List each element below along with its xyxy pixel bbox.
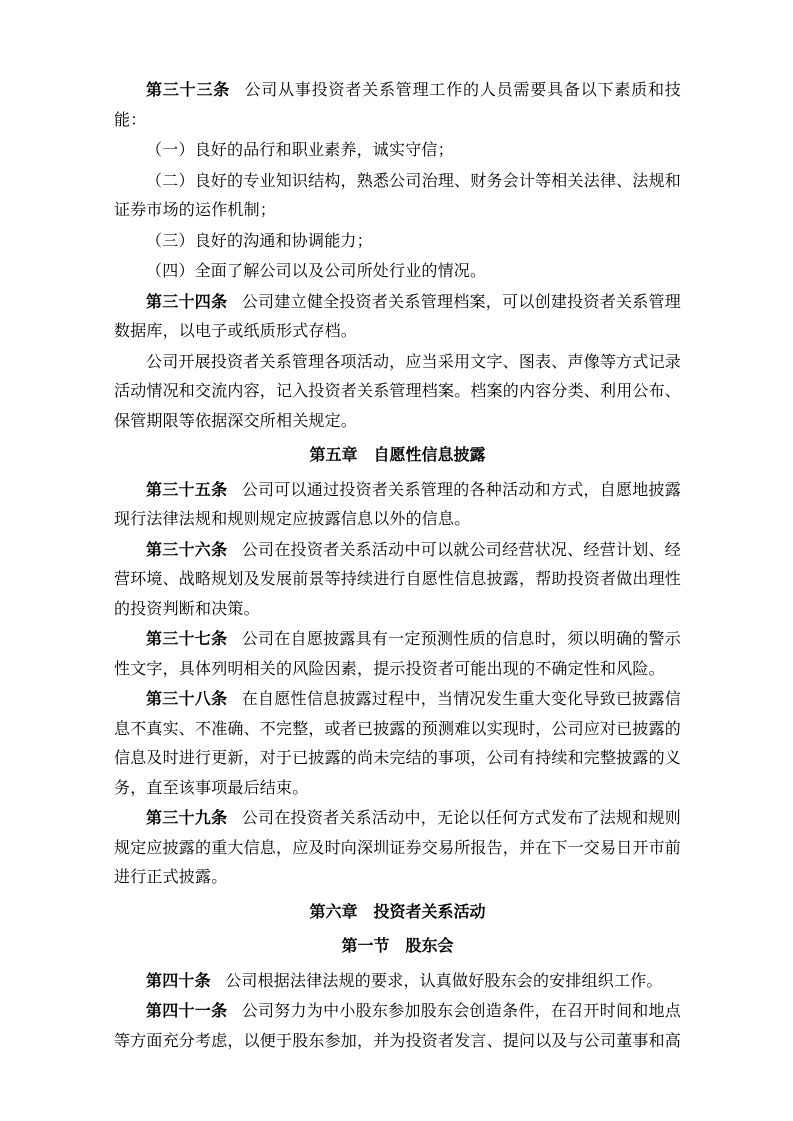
- section-heading: 第一节 股东会: [341, 938, 454, 955]
- chapter-heading: 第六章 投资者关系活动: [309, 903, 486, 921]
- paragraph: [114, 536, 681, 625]
- chapter-heading: 第五章 自愿性信息披露: [309, 447, 486, 464]
- paragraph: [114, 227, 681, 257]
- paragraph: [114, 76, 681, 135]
- paragraph-text: （三）良好的沟通和协调能力；: [146, 232, 373, 250]
- paragraph-text: 在自愿性信息披露过程中，当情况发生重大变化导致已披露信息不真实、不准确、不完整，或者已披露的预测难以实现时，公司应对已披露的信息及时进行更新，对于已披露的尚未完结的事项，公司有持续和完整披露的义务，直至该事项最后结束。: [114, 691, 682, 797]
- paragraph-text: （二）良好的专业知识结构，熟悉公司治理、财务会计等相关法律、法规和证券市场的运作机制；: [114, 172, 681, 219]
- paragraph-text: （四）全面了解公司以及公司所处行业的情况。: [146, 263, 487, 280]
- article-number: 第三十五条: [146, 481, 228, 499]
- paragraph: [114, 997, 681, 1056]
- paragraph-text: 公司在投资者关系活动中可以就公司经营状况、经营计划、经营环境、战略规划及发展前景等持续进行自愿性信息披露，帮助投资者做出理性的投资判断和决策。: [114, 541, 682, 618]
- article-number: 第三十八条: [146, 691, 228, 708]
- paragraph-text: （一）良好的品行和职业素养，诚实守信；: [146, 142, 454, 159]
- article-number: 第三十六条: [146, 541, 228, 559]
- paragraph-text: 公司在投资者关系活动中，无论以任何方式发布了法规和规则规定应披露的重大信息，应及时向深圳证券交易所报告，并在下一交易日开市前进行正式披露。: [114, 810, 682, 886]
- paragraph: [114, 476, 681, 535]
- document-body: [114, 76, 681, 1056]
- paragraph: [114, 288, 681, 347]
- paragraph: [114, 804, 681, 893]
- paragraph-text: 公司努力为中小股东参加股东会创造条件，在召开时间和地点等方面充分考虑，以便于股东参加，并为投资者发言、提问以及与公司董事和高: [114, 1003, 682, 1050]
- paragraph: [114, 167, 681, 226]
- paragraph-text: 公司从事投资者关系管理工作的人员需要具备以下素质和技能：: [114, 82, 681, 129]
- article-number: 第四十一条: [146, 1003, 228, 1020]
- paragraph: [114, 348, 681, 437]
- article-number: 第三十七条: [146, 631, 228, 648]
- paragraph-text: 公司可以通过投资者关系管理的各种活动和方式，自愿地披露现行法律法规和规则规定应披露信息以外的信息。: [114, 481, 681, 528]
- paragraph-text: 公司开展投资者关系管理各项活动，应当采用文字、图表、声像等方式记录活动情况和交流内容，记入投资者关系管理档案。档案的内容分类、利用公布、保管期限等依据深交所相关规定。: [114, 353, 682, 430]
- article-number: 第四十条: [146, 972, 211, 990]
- paragraph-text: 公司根据法律法规的要求，认真做好股东会的安排组织工作。: [225, 972, 663, 990]
- paragraph: [114, 967, 681, 997]
- article-number: 第三十四条: [146, 293, 228, 311]
- article-number: 第三十三条: [146, 82, 231, 99]
- paragraph: [114, 625, 681, 684]
- paragraph: [114, 136, 681, 166]
- paragraph-text: 公司在自愿披露具有一定预测性质的信息时，须以明确的警示性文字，具体列明相关的风险因素，提示投资者可能出现的不确定性和风险。: [114, 631, 681, 678]
- article-number: 第三十九条: [146, 810, 228, 827]
- paragraph-text: 公司建立健全投资者关系管理档案，可以创建投资者关系管理数据库，以电子或纸质形式存档。: [114, 293, 681, 340]
- paragraph: [114, 685, 681, 803]
- paragraph: [114, 257, 681, 287]
